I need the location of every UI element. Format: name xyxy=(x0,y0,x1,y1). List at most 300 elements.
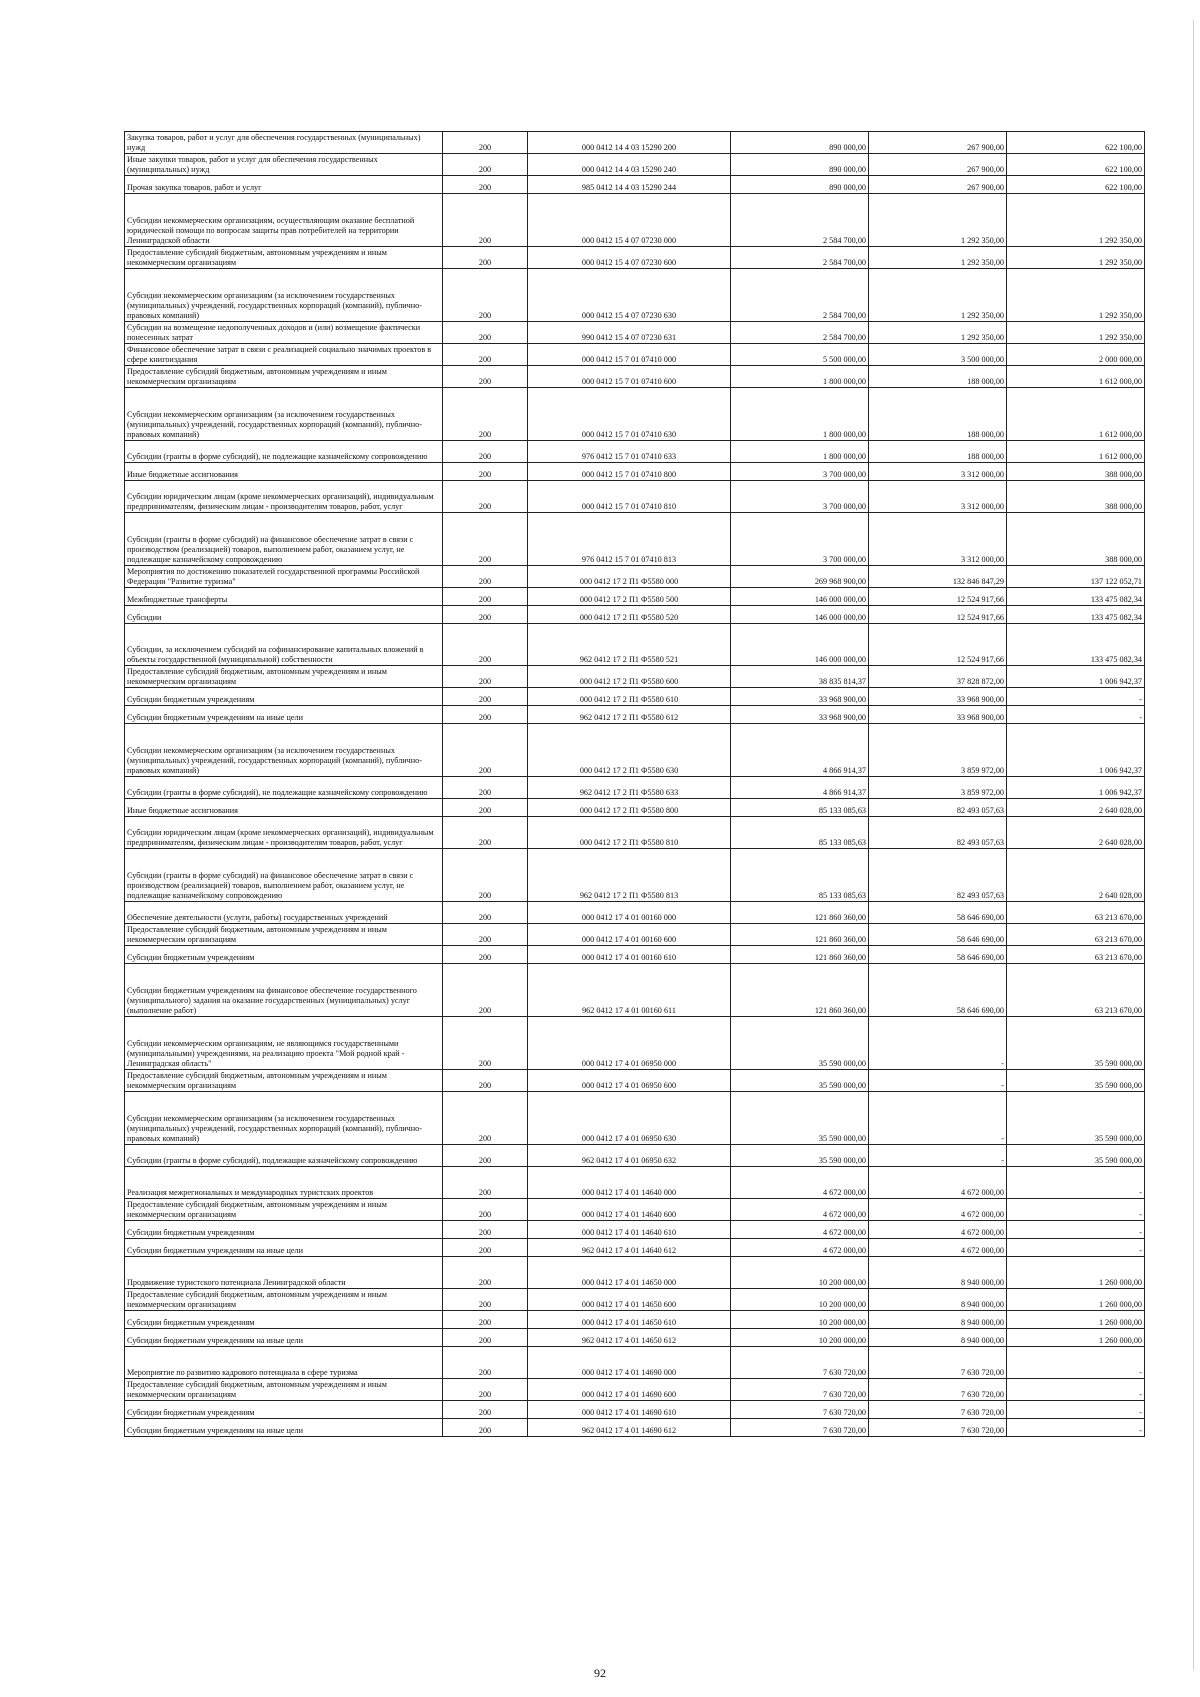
row-code-cell: 200 xyxy=(443,344,528,366)
row-approved-amount-cell: 4 866 914,37 xyxy=(731,724,869,777)
row-name-cell: Субсидии некоммерческим организациям (за исключением государственных (муниципальных) учреждений, государственных корпораций (компаний), публично-правовых компаний) xyxy=(125,724,443,777)
table-row xyxy=(125,666,1145,688)
row-unexecuted-amount-cell: - xyxy=(1007,1221,1145,1239)
row-classification-cell: 000 0412 17 4 01 06950 000 xyxy=(528,1017,731,1070)
row-executed-amount-cell: 267 900,00 xyxy=(869,176,1007,194)
row-name-cell: Предоставление субсидий бюджетным, автономным учреждениям и иным некоммерческим организациям xyxy=(125,1289,443,1311)
row-approved-amount-cell: 4 672 000,00 xyxy=(731,1199,869,1221)
row-executed-amount-cell: 58 646 690,00 xyxy=(869,964,1007,1017)
row-classification-cell: 976 0412 15 7 01 07410 813 xyxy=(528,513,731,566)
row-approved-amount-cell: 3 700 000,00 xyxy=(731,513,869,566)
table-row xyxy=(125,964,1145,1017)
row-code-cell: 200 xyxy=(443,481,528,513)
row-executed-amount-cell: 8 940 000,00 xyxy=(869,1289,1007,1311)
row-classification-cell: 000 0412 17 4 01 14640 600 xyxy=(528,1199,731,1221)
row-unexecuted-amount-cell: 622 100,00 xyxy=(1007,132,1145,154)
table-row xyxy=(125,688,1145,706)
row-code-cell: 200 xyxy=(443,1289,528,1311)
row-unexecuted-amount-cell: 1 292 350,00 xyxy=(1007,247,1145,269)
row-classification-cell: 985 0412 14 4 03 15290 244 xyxy=(528,176,731,194)
page-number: 92 xyxy=(594,1666,606,1680)
row-classification-cell: 000 0412 17 4 01 00160 610 xyxy=(528,946,731,964)
table-row xyxy=(125,1379,1145,1401)
row-name-cell: Закупка товаров, работ и услуг для обеспечения государственных (муниципальных) нужд xyxy=(125,132,443,154)
row-unexecuted-amount-cell: 1 006 942,37 xyxy=(1007,724,1145,777)
row-unexecuted-amount-cell: 2 640 028,00 xyxy=(1007,849,1145,902)
row-executed-amount-cell: 3 859 972,00 xyxy=(869,777,1007,799)
row-executed-amount-cell: 3 312 000,00 xyxy=(869,513,1007,566)
row-code-cell: 200 xyxy=(443,946,528,964)
table-row xyxy=(125,1221,1145,1239)
row-approved-amount-cell: 35 590 000,00 xyxy=(731,1092,869,1145)
row-approved-amount-cell: 1 800 000,00 xyxy=(731,388,869,441)
row-name-cell: Обеспечение деятельности (услуги, работы) государственных учреждений xyxy=(125,902,443,924)
row-unexecuted-amount-cell: 133 475 082,34 xyxy=(1007,624,1145,666)
row-approved-amount-cell: 146 000 000,00 xyxy=(731,588,869,606)
row-classification-cell: 000 0412 17 2 П1 Ф5580 600 xyxy=(528,666,731,688)
row-executed-amount-cell: 58 646 690,00 xyxy=(869,924,1007,946)
row-executed-amount-cell: 4 672 000,00 xyxy=(869,1221,1007,1239)
row-code-cell: 200 xyxy=(443,706,528,724)
row-approved-amount-cell: 35 590 000,00 xyxy=(731,1070,869,1092)
row-name-cell: Предоставление субсидий бюджетным, автономным учреждениям и иным некоммерческим организациям xyxy=(125,247,443,269)
row-classification-cell: 000 0412 17 4 01 14650 610 xyxy=(528,1311,731,1329)
row-executed-amount-cell: 7 630 720,00 xyxy=(869,1379,1007,1401)
row-name-cell: Продвижение туристского потенциала Ленинградской области xyxy=(125,1257,443,1289)
row-executed-amount-cell: 3 859 972,00 xyxy=(869,724,1007,777)
row-code-cell: 200 xyxy=(443,463,528,481)
row-code-cell: 200 xyxy=(443,194,528,247)
table-row xyxy=(125,799,1145,817)
row-code-cell: 200 xyxy=(443,176,528,194)
table-row xyxy=(125,1092,1145,1145)
table-row xyxy=(125,194,1145,247)
row-name-cell: Реализация межрегиональных и международных туристских проектов xyxy=(125,1167,443,1199)
row-unexecuted-amount-cell: 1 260 000,00 xyxy=(1007,1289,1145,1311)
row-unexecuted-amount-cell: 2 640 028,00 xyxy=(1007,799,1145,817)
table-row xyxy=(125,1329,1145,1347)
row-classification-cell: 000 0412 17 4 01 14640 610 xyxy=(528,1221,731,1239)
row-approved-amount-cell: 890 000,00 xyxy=(731,132,869,154)
table-body xyxy=(125,132,1145,1437)
table-row xyxy=(125,441,1145,463)
row-approved-amount-cell: 7 630 720,00 xyxy=(731,1401,869,1419)
row-code-cell: 200 xyxy=(443,606,528,624)
table-row xyxy=(125,344,1145,366)
row-executed-amount-cell: 3 312 000,00 xyxy=(869,463,1007,481)
row-executed-amount-cell: 12 524 917,66 xyxy=(869,588,1007,606)
row-code-cell: 200 xyxy=(443,777,528,799)
row-approved-amount-cell: 7 630 720,00 xyxy=(731,1347,869,1379)
row-approved-amount-cell: 121 860 360,00 xyxy=(731,964,869,1017)
table-row xyxy=(125,724,1145,777)
row-classification-cell: 000 0412 17 4 01 14690 000 xyxy=(528,1347,731,1379)
row-classification-cell: 000 0412 15 7 01 07410 810 xyxy=(528,481,731,513)
row-approved-amount-cell: 2 584 700,00 xyxy=(731,269,869,322)
row-code-cell: 200 xyxy=(443,513,528,566)
row-executed-amount-cell: 267 900,00 xyxy=(869,132,1007,154)
row-executed-amount-cell: 12 524 917,66 xyxy=(869,624,1007,666)
row-name-cell: Субсидии (гранты в форме субсидий) на финансовое обеспечение затрат в связи с производством (реализацией) товаров, выполнением работ, оказанием услуг, не подлежащие казначейскому сопровождению xyxy=(125,513,443,566)
row-approved-amount-cell: 85 133 085,63 xyxy=(731,849,869,902)
row-classification-cell: 962 0412 17 4 01 14650 612 xyxy=(528,1329,731,1347)
row-approved-amount-cell: 4 672 000,00 xyxy=(731,1221,869,1239)
row-code-cell: 200 xyxy=(443,1199,528,1221)
row-unexecuted-amount-cell: - xyxy=(1007,1167,1145,1199)
row-classification-cell: 962 0412 17 4 01 00160 611 xyxy=(528,964,731,1017)
row-unexecuted-amount-cell: 1 612 000,00 xyxy=(1007,441,1145,463)
row-executed-amount-cell: 1 292 350,00 xyxy=(869,247,1007,269)
table-row xyxy=(125,513,1145,566)
table-row xyxy=(125,481,1145,513)
row-unexecuted-amount-cell: 622 100,00 xyxy=(1007,154,1145,176)
row-code-cell: 200 xyxy=(443,849,528,902)
row-unexecuted-amount-cell: - xyxy=(1007,1347,1145,1379)
row-name-cell: Субсидии xyxy=(125,606,443,624)
row-unexecuted-amount-cell: - xyxy=(1007,1401,1145,1419)
row-approved-amount-cell: 10 200 000,00 xyxy=(731,1289,869,1311)
row-executed-amount-cell: 188 000,00 xyxy=(869,366,1007,388)
row-classification-cell: 000 0412 17 2 П1 Ф5580 610 xyxy=(528,688,731,706)
row-unexecuted-amount-cell: - xyxy=(1007,1379,1145,1401)
row-unexecuted-amount-cell: 133 475 082,34 xyxy=(1007,588,1145,606)
row-name-cell: Субсидии бюджетным учреждениям xyxy=(125,946,443,964)
row-name-cell: Субсидии (гранты в форме субсидий), не подлежащие казначейскому сопровождению xyxy=(125,441,443,463)
table-row xyxy=(125,588,1145,606)
row-approved-amount-cell: 33 968 900,00 xyxy=(731,706,869,724)
row-code-cell: 200 xyxy=(443,817,528,849)
row-approved-amount-cell: 85 133 085,63 xyxy=(731,799,869,817)
row-approved-amount-cell: 4 672 000,00 xyxy=(731,1167,869,1199)
row-classification-cell: 000 0412 15 7 01 07410 000 xyxy=(528,344,731,366)
row-name-cell: Субсидии бюджетным учреждениям xyxy=(125,1401,443,1419)
row-executed-amount-cell: 3 500 000,00 xyxy=(869,344,1007,366)
row-approved-amount-cell: 2 584 700,00 xyxy=(731,322,869,344)
table-row xyxy=(125,247,1145,269)
table-row xyxy=(125,176,1145,194)
row-executed-amount-cell: - xyxy=(869,1017,1007,1070)
row-executed-amount-cell: - xyxy=(869,1070,1007,1092)
row-classification-cell: 000 0412 17 2 П1 Ф5580 520 xyxy=(528,606,731,624)
row-approved-amount-cell: 5 500 000,00 xyxy=(731,344,869,366)
table-row xyxy=(125,817,1145,849)
row-approved-amount-cell: 4 672 000,00 xyxy=(731,1239,869,1257)
row-executed-amount-cell: 58 646 690,00 xyxy=(869,946,1007,964)
row-unexecuted-amount-cell: 35 590 000,00 xyxy=(1007,1092,1145,1145)
row-unexecuted-amount-cell: - xyxy=(1007,1419,1145,1437)
row-name-cell: Субсидии бюджетным учреждениям на финансовое обеспечение государственного (муниципального) задания на оказание государственных (муниципальных) услуг (выполнение работ) xyxy=(125,964,443,1017)
table-row xyxy=(125,269,1145,322)
row-name-cell: Иные бюджетные ассигнования xyxy=(125,463,443,481)
row-classification-cell: 962 0412 17 2 П1 Ф5580 521 xyxy=(528,624,731,666)
table-row xyxy=(125,1311,1145,1329)
row-approved-amount-cell: 890 000,00 xyxy=(731,154,869,176)
row-classification-cell: 000 0412 17 4 01 14650 000 xyxy=(528,1257,731,1289)
row-name-cell: Субсидии бюджетным учреждениям на иные цели xyxy=(125,1239,443,1257)
row-classification-cell: 000 0412 14 4 03 15290 200 xyxy=(528,132,731,154)
row-code-cell: 200 xyxy=(443,566,528,588)
table-row xyxy=(125,1145,1145,1167)
row-name-cell: Субсидии бюджетным учреждениям xyxy=(125,1311,443,1329)
row-code-cell: 200 xyxy=(443,366,528,388)
row-unexecuted-amount-cell: 35 590 000,00 xyxy=(1007,1145,1145,1167)
row-unexecuted-amount-cell: 1 292 350,00 xyxy=(1007,269,1145,322)
row-executed-amount-cell: 188 000,00 xyxy=(869,441,1007,463)
row-approved-amount-cell: 2 584 700,00 xyxy=(731,247,869,269)
row-code-cell: 200 xyxy=(443,799,528,817)
row-classification-cell: 000 0412 17 4 01 06950 630 xyxy=(528,1092,731,1145)
row-code-cell: 200 xyxy=(443,588,528,606)
row-code-cell: 200 xyxy=(443,666,528,688)
row-executed-amount-cell: 33 968 900,00 xyxy=(869,688,1007,706)
row-executed-amount-cell: 132 846 847,29 xyxy=(869,566,1007,588)
row-classification-cell: 962 0412 17 4 01 14640 612 xyxy=(528,1239,731,1257)
row-classification-cell: 000 0412 17 2 П1 Ф5580 500 xyxy=(528,588,731,606)
row-name-cell: Субсидии некоммерческим организациям (за исключением государственных (муниципальных) учреждений, государственных корпораций (компаний), публично-правовых компаний) xyxy=(125,1092,443,1145)
row-unexecuted-amount-cell: - xyxy=(1007,706,1145,724)
row-classification-cell: 000 0412 17 4 01 00160 000 xyxy=(528,902,731,924)
row-classification-cell: 976 0412 15 7 01 07410 633 xyxy=(528,441,731,463)
row-name-cell: Субсидии бюджетным учреждениям xyxy=(125,688,443,706)
row-classification-cell: 000 0412 14 4 03 15290 240 xyxy=(528,154,731,176)
row-classification-cell: 000 0412 17 4 01 00160 600 xyxy=(528,924,731,946)
table-row xyxy=(125,924,1145,946)
table-row xyxy=(125,132,1145,154)
table-row xyxy=(125,1289,1145,1311)
row-name-cell: Субсидии юридическим лицам (кроме некоммерческих организаций), индивидуальным предпринимателям, физическим лицам - производителям товаров, работ, услуг xyxy=(125,817,443,849)
row-unexecuted-amount-cell: 388 000,00 xyxy=(1007,463,1145,481)
row-unexecuted-amount-cell: 1 260 000,00 xyxy=(1007,1311,1145,1329)
row-classification-cell: 962 0412 17 4 01 06950 632 xyxy=(528,1145,731,1167)
row-code-cell: 200 xyxy=(443,132,528,154)
row-name-cell: Предоставление субсидий бюджетным, автономным учреждениям и иным некоммерческим организациям xyxy=(125,366,443,388)
table-row xyxy=(125,1017,1145,1070)
row-name-cell: Иные закупки товаров, работ и услуг для обеспечения государственных (муниципальных) нужд xyxy=(125,154,443,176)
row-unexecuted-amount-cell: 1 006 942,37 xyxy=(1007,666,1145,688)
row-code-cell: 200 xyxy=(443,154,528,176)
row-code-cell: 200 xyxy=(443,1347,528,1379)
row-executed-amount-cell: 3 312 000,00 xyxy=(869,481,1007,513)
row-approved-amount-cell: 7 630 720,00 xyxy=(731,1379,869,1401)
row-executed-amount-cell: 58 646 690,00 xyxy=(869,902,1007,924)
row-name-cell: Субсидии (гранты в форме субсидий), не подлежащие казначейскому сопровождению xyxy=(125,777,443,799)
row-unexecuted-amount-cell: 1 612 000,00 xyxy=(1007,366,1145,388)
row-approved-amount-cell: 38 835 814,37 xyxy=(731,666,869,688)
row-approved-amount-cell: 890 000,00 xyxy=(731,176,869,194)
row-approved-amount-cell: 33 968 900,00 xyxy=(731,688,869,706)
row-approved-amount-cell: 121 860 360,00 xyxy=(731,946,869,964)
row-unexecuted-amount-cell: 1 292 350,00 xyxy=(1007,322,1145,344)
row-unexecuted-amount-cell: 63 213 670,00 xyxy=(1007,946,1145,964)
row-code-cell: 200 xyxy=(443,1311,528,1329)
row-classification-cell: 000 0412 17 4 01 06950 600 xyxy=(528,1070,731,1092)
row-executed-amount-cell: 33 968 900,00 xyxy=(869,706,1007,724)
table-row xyxy=(125,463,1145,481)
row-code-cell: 200 xyxy=(443,688,528,706)
table-row xyxy=(125,606,1145,624)
table-row xyxy=(125,1419,1145,1437)
row-unexecuted-amount-cell: 63 213 670,00 xyxy=(1007,902,1145,924)
row-code-cell: 200 xyxy=(443,1329,528,1347)
table-row xyxy=(125,366,1145,388)
row-name-cell: Субсидии некоммерческим организациям, не являющимся государственными (муниципальными) учреждениями, на реализацию проекта "Мой родной край - Ленинградская область" xyxy=(125,1017,443,1070)
row-code-cell: 200 xyxy=(443,1401,528,1419)
row-executed-amount-cell: 82 493 057,63 xyxy=(869,799,1007,817)
row-code-cell: 200 xyxy=(443,1221,528,1239)
row-name-cell: Субсидии некоммерческим организациям, осуществляющим оказание бесплатной юридической помощи по вопросам защиты прав потребителей на территории Ленинградской области xyxy=(125,194,443,247)
row-approved-amount-cell: 2 584 700,00 xyxy=(731,194,869,247)
row-name-cell: Субсидии (гранты в форме субсидий), подлежащие казначейскому сопровождению xyxy=(125,1145,443,1167)
row-approved-amount-cell: 1 800 000,00 xyxy=(731,441,869,463)
row-name-cell: Субсидии бюджетным учреждениям на иные цели xyxy=(125,1329,443,1347)
row-classification-cell: 000 0412 17 2 П1 Ф5580 800 xyxy=(528,799,731,817)
table-row xyxy=(125,322,1145,344)
row-executed-amount-cell: 82 493 057,63 xyxy=(869,817,1007,849)
row-name-cell: Предоставление субсидий бюджетным, автономным учреждениям и иным некоммерческим организациям xyxy=(125,666,443,688)
row-code-cell: 200 xyxy=(443,964,528,1017)
row-approved-amount-cell: 121 860 360,00 xyxy=(731,924,869,946)
row-name-cell: Мероприятие по развитию кадрового потенциала в сфере туризма xyxy=(125,1347,443,1379)
row-name-cell: Субсидии юридическим лицам (кроме некоммерческих организаций), индивидуальным предпринимателям, физическим лицам - производителям товаров, работ, услуг xyxy=(125,481,443,513)
row-approved-amount-cell: 7 630 720,00 xyxy=(731,1419,869,1437)
row-approved-amount-cell: 269 968 900,00 xyxy=(731,566,869,588)
table-row xyxy=(125,1257,1145,1289)
row-name-cell: Субсидии бюджетным учреждениям на иные цели xyxy=(125,1419,443,1437)
table-row xyxy=(125,946,1145,964)
row-unexecuted-amount-cell: 388 000,00 xyxy=(1007,513,1145,566)
row-classification-cell: 000 0412 15 4 07 07230 630 xyxy=(528,269,731,322)
row-classification-cell: 000 0412 15 7 01 07410 600 xyxy=(528,366,731,388)
row-unexecuted-amount-cell: 1 260 000,00 xyxy=(1007,1257,1145,1289)
table-row xyxy=(125,902,1145,924)
row-code-cell: 200 xyxy=(443,724,528,777)
row-executed-amount-cell: 1 292 350,00 xyxy=(869,269,1007,322)
budget-execution-table xyxy=(124,131,1145,1437)
row-executed-amount-cell: - xyxy=(869,1092,1007,1145)
row-executed-amount-cell: 8 940 000,00 xyxy=(869,1257,1007,1289)
row-unexecuted-amount-cell: 35 590 000,00 xyxy=(1007,1017,1145,1070)
row-code-cell: 200 xyxy=(443,269,528,322)
row-name-cell: Субсидии некоммерческим организациям (за исключением государственных (муниципальных) учреждений, государственных корпораций (компаний), публично-правовых компаний) xyxy=(125,388,443,441)
row-unexecuted-amount-cell: 1 260 000,00 xyxy=(1007,1329,1145,1347)
row-name-cell: Субсидии бюджетным учреждениям xyxy=(125,1221,443,1239)
row-code-cell: 200 xyxy=(443,1239,528,1257)
row-unexecuted-amount-cell: 63 213 670,00 xyxy=(1007,964,1145,1017)
row-approved-amount-cell: 3 700 000,00 xyxy=(731,463,869,481)
row-unexecuted-amount-cell: 1 612 000,00 xyxy=(1007,388,1145,441)
row-name-cell: Мероприятия по достижению показателей государственной программы Российской Федерации "Развитие туризма" xyxy=(125,566,443,588)
row-executed-amount-cell: 12 524 917,66 xyxy=(869,606,1007,624)
table-row xyxy=(125,1401,1145,1419)
row-name-cell: Субсидии бюджетным учреждениям на иные цели xyxy=(125,706,443,724)
row-name-cell: Предоставление субсидий бюджетным, автономным учреждениям и иным некоммерческим организациям xyxy=(125,1379,443,1401)
row-unexecuted-amount-cell: - xyxy=(1007,1239,1145,1257)
row-approved-amount-cell: 85 133 085,63 xyxy=(731,817,869,849)
row-code-cell: 200 xyxy=(443,388,528,441)
row-code-cell: 200 xyxy=(443,1070,528,1092)
row-executed-amount-cell: 37 828 872,00 xyxy=(869,666,1007,688)
row-code-cell: 200 xyxy=(443,624,528,666)
table-row xyxy=(125,1239,1145,1257)
row-name-cell: Предоставление субсидий бюджетным, автономным учреждениям и иным некоммерческим организациям xyxy=(125,924,443,946)
row-executed-amount-cell: 7 630 720,00 xyxy=(869,1347,1007,1379)
row-unexecuted-amount-cell: 35 590 000,00 xyxy=(1007,1070,1145,1092)
row-approved-amount-cell: 121 860 360,00 xyxy=(731,902,869,924)
row-classification-cell: 000 0412 15 4 07 07230 000 xyxy=(528,194,731,247)
row-executed-amount-cell: 8 940 000,00 xyxy=(869,1311,1007,1329)
row-approved-amount-cell: 146 000 000,00 xyxy=(731,624,869,666)
scan-edge-line xyxy=(1193,20,1194,1670)
table-row xyxy=(125,154,1145,176)
row-name-cell: Субсидии на возмещение недополученных доходов и (или) возмещение фактически понесенных затрат xyxy=(125,322,443,344)
row-classification-cell: 962 0412 17 2 П1 Ф5580 813 xyxy=(528,849,731,902)
row-executed-amount-cell: 4 672 000,00 xyxy=(869,1239,1007,1257)
row-name-cell: Иные бюджетные ассигнования xyxy=(125,799,443,817)
row-approved-amount-cell: 35 590 000,00 xyxy=(731,1145,869,1167)
row-executed-amount-cell: 7 630 720,00 xyxy=(869,1419,1007,1437)
row-code-cell: 200 xyxy=(443,924,528,946)
row-code-cell: 200 xyxy=(443,902,528,924)
table-row xyxy=(125,1347,1145,1379)
row-code-cell: 200 xyxy=(443,322,528,344)
row-approved-amount-cell: 146 000 000,00 xyxy=(731,606,869,624)
table-row xyxy=(125,849,1145,902)
row-executed-amount-cell: 7 630 720,00 xyxy=(869,1401,1007,1419)
row-classification-cell: 000 0412 15 7 01 07410 800 xyxy=(528,463,731,481)
row-executed-amount-cell: 4 672 000,00 xyxy=(869,1199,1007,1221)
row-unexecuted-amount-cell: 1 292 350,00 xyxy=(1007,194,1145,247)
row-code-cell: 200 xyxy=(443,1419,528,1437)
row-approved-amount-cell: 10 200 000,00 xyxy=(731,1257,869,1289)
row-executed-amount-cell: 1 292 350,00 xyxy=(869,194,1007,247)
row-classification-cell: 000 0412 17 2 П1 Ф5580 000 xyxy=(528,566,731,588)
table-row xyxy=(125,624,1145,666)
row-unexecuted-amount-cell: 137 122 052,71 xyxy=(1007,566,1145,588)
row-name-cell: Субсидии, за исключением субсидий на софинансирование капитальных вложений в объекты государственной (муниципальной) собственности xyxy=(125,624,443,666)
row-executed-amount-cell: 188 000,00 xyxy=(869,388,1007,441)
table-row xyxy=(125,1167,1145,1199)
row-name-cell: Прочая закупка товаров, работ и услуг xyxy=(125,176,443,194)
row-executed-amount-cell: 267 900,00 xyxy=(869,154,1007,176)
row-classification-cell: 000 0412 17 4 01 14690 610 xyxy=(528,1401,731,1419)
row-classification-cell: 962 0412 17 4 01 14690 612 xyxy=(528,1419,731,1437)
row-code-cell: 200 xyxy=(443,1167,528,1199)
row-executed-amount-cell: 1 292 350,00 xyxy=(869,322,1007,344)
row-unexecuted-amount-cell: 2 000 000,00 xyxy=(1007,344,1145,366)
row-approved-amount-cell: 35 590 000,00 xyxy=(731,1017,869,1070)
row-executed-amount-cell: 4 672 000,00 xyxy=(869,1167,1007,1199)
row-code-cell: 200 xyxy=(443,1379,528,1401)
row-approved-amount-cell: 10 200 000,00 xyxy=(731,1329,869,1347)
row-classification-cell: 000 0412 15 7 01 07410 630 xyxy=(528,388,731,441)
row-classification-cell: 000 0412 15 4 07 07230 600 xyxy=(528,247,731,269)
row-name-cell: Предоставление субсидий бюджетным, автономным учреждениям и иным некоммерческим организациям xyxy=(125,1199,443,1221)
row-code-cell: 200 xyxy=(443,1145,528,1167)
row-unexecuted-amount-cell: 622 100,00 xyxy=(1007,176,1145,194)
table-row xyxy=(125,388,1145,441)
row-classification-cell: 990 0412 15 4 07 07230 631 xyxy=(528,322,731,344)
row-name-cell: Субсидии некоммерческим организациям (за исключением государственных (муниципальных) учреждений, государственных корпораций (компаний), публично-правовых компаний) xyxy=(125,269,443,322)
row-executed-amount-cell: 82 493 057,63 xyxy=(869,849,1007,902)
table-row xyxy=(125,1199,1145,1221)
row-code-cell: 200 xyxy=(443,1017,528,1070)
row-unexecuted-amount-cell: - xyxy=(1007,1199,1145,1221)
row-code-cell: 200 xyxy=(443,1092,528,1145)
row-unexecuted-amount-cell: 1 006 942,37 xyxy=(1007,777,1145,799)
row-approved-amount-cell: 1 800 000,00 xyxy=(731,366,869,388)
table-row xyxy=(125,777,1145,799)
row-classification-cell: 000 0412 17 2 П1 Ф5580 630 xyxy=(528,724,731,777)
